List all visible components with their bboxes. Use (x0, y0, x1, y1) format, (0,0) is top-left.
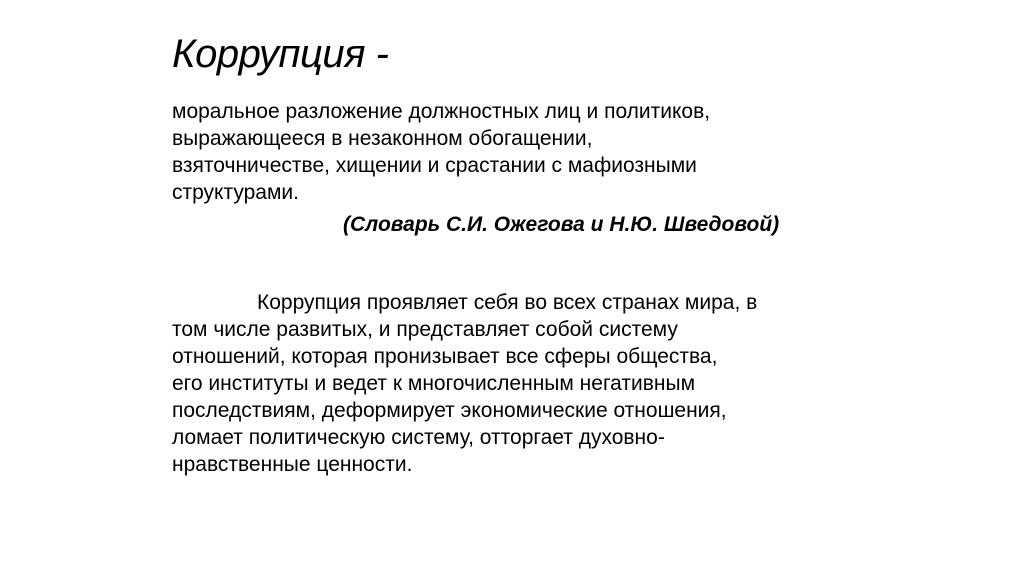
body-line: том числе развитых, и представляет собой систему (172, 318, 678, 341)
body-line: Коррупция проявляет себя во всех странах мира, в (257, 291, 758, 314)
body-line: ломает политическую систему, отторгает духовно- (172, 426, 665, 449)
definition-text (172, 98, 872, 206)
body-line: отношений, которая пронизывает все сферы общества, (172, 345, 718, 368)
body-paragraph (172, 289, 872, 478)
source-citation: (Словарь С.И. Ожегова и Н.Ю. Шведовой) (343, 213, 780, 236)
definition-line: взяточничестве, хищении и срастании с мафиозными (172, 154, 697, 177)
body-line: последствиям, деформирует экономические отношения, (172, 399, 727, 422)
definition-line: структурами. (172, 181, 299, 204)
body-line: нравственные ценности. (172, 453, 413, 476)
slide-title: Коррупция - (172, 32, 389, 76)
definition-line: выражающееся в незаконном обогащении, (172, 127, 593, 150)
body-line: его институты и ведет к многочисленным негативным (172, 372, 696, 395)
definition-line: моральное разложение должностных лиц и политиков, (172, 100, 711, 123)
